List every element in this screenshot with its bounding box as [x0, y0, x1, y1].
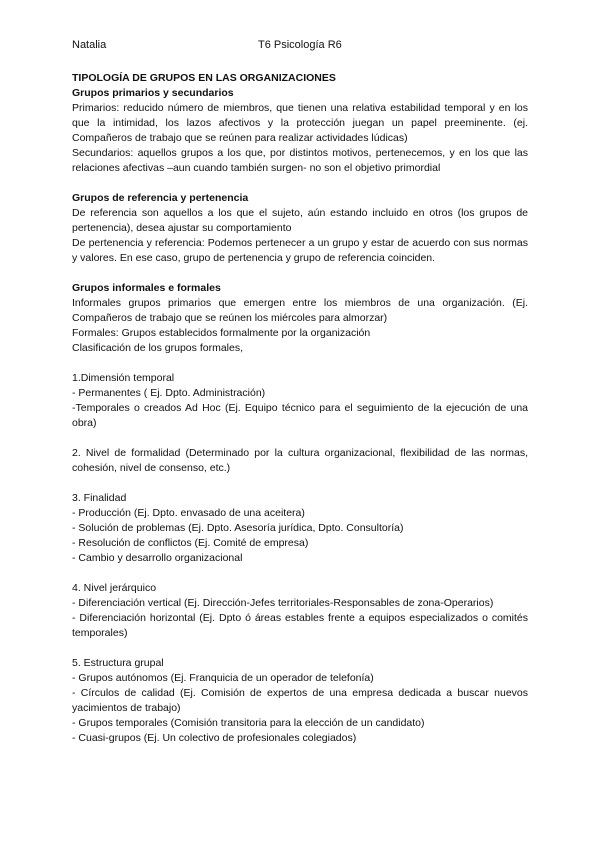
list-title-dimension-temporal: 1.Dimensión temporal — [72, 372, 175, 384]
section-heading-informales: Grupos informales e formales — [72, 282, 221, 294]
paragraph-referencia: De referencia son aquellos a los que el sujeto, aún estando incluido en otros (los grupos de pertenencia), desea ajustar su comportamiento — [72, 207, 528, 234]
list-item: - Resolución de conflictos (Ej. Comité de empresa) — [72, 537, 309, 549]
list-title-finalidad: 3. Finalidad — [72, 492, 127, 504]
list-item: - Permanentes ( Ej. Dpto. Administración) — [72, 387, 266, 399]
header-doc-title: T6 Psicología R6 — [258, 39, 342, 51]
paragraph-secundarios: Secundarios: aquellos grupos a los que, por distintos motivos, pertenecemos, y en los que las relaciones afectivas –aun cuando también surgen- no son el objetivo primordial — [72, 147, 528, 174]
list-item: - Producción (Ej. Dpto. envasado de una aceitera) — [72, 507, 305, 519]
main-title: TIPOLOGÍA DE GRUPOS EN LAS ORGANIZACIONES — [72, 72, 336, 84]
list-item: - Cuasi-grupos (Ej. Un colectivo de profesionales colegiados) — [72, 732, 357, 744]
paragraph-informales: Informales grupos primarios que emergen entre los miembros de una organización. (Ej. Compañeros de trabajo que se reúnen los miércoles para almorzar) — [72, 297, 528, 324]
section-heading-primarios: Grupos primarios y secundarios — [72, 87, 234, 99]
list-item: - Grupos temporales (Comisión transitoria para la elección de un candidato) — [72, 717, 425, 729]
section-heading-referencia: Grupos de referencia y pertenencia — [72, 192, 249, 204]
list-title-estructura-grupal: 5. Estructura grupal — [72, 657, 164, 669]
list-item: - Diferenciación horizontal (Ej. Dpto ó áreas estables frente a equipos especializados o comités temporales) — [72, 612, 528, 639]
list-item: - Cambio y desarrollo organizacional — [72, 552, 243, 564]
paragraph-formales: Formales: Grupos establecidos formalmente por la organización — [72, 327, 371, 339]
list-item: -Temporales o creados Ad Hoc (Ej. Equipo técnico para el seguimiento de la ejecución de una obra) — [72, 402, 528, 429]
list-title-nivel-jerarquico: 4. Nivel jerárquico — [72, 582, 157, 594]
paragraph-pertenencia: De pertenencia y referencia: Podemos pertenecer a un grupo y estar de acuerdo con sus normas y valores. En ese caso, grupo de pertenencia y grupo de referencia coinciden. — [72, 237, 528, 264]
paragraph-primarios: Primarios: reducido número de miembros, que tienen una relativa estabilidad temporal y en los que la intimidad, los lazos afectivos y la protección juegan un papel preeminente. (ej. Compañeros de trabajo que se reúnen para realizar actividades lúdicas) — [72, 102, 528, 144]
list-title-nivel-formalidad: 2. Nivel de formalidad (Determinado por la cultura organizacional, flexibilidad de las normas, cohesión, nivel de consenso, etc.) — [72, 447, 528, 474]
document-body — [72, 71, 528, 746]
list-item: - Círculos de calidad (Ej. Comisión de expertos de una empresa dedicada a buscar nuevos yacimientos de trabajo) — [72, 687, 528, 714]
list-item: - Grupos autónomos (Ej. Franquicia de un operador de telefonía) — [72, 672, 374, 684]
header-author: Natalia — [72, 39, 107, 51]
list-item: - Solución de problemas (Ej. Dpto. Asesoría jurídica, Dpto. Consultoría) — [72, 522, 404, 534]
paragraph-clasificacion: Clasificación de los grupos formales, — [72, 342, 243, 354]
list-item: - Diferenciación vertical (Ej. Dirección-Jefes territoriales-Responsables de zona-Operarios) — [72, 597, 494, 609]
